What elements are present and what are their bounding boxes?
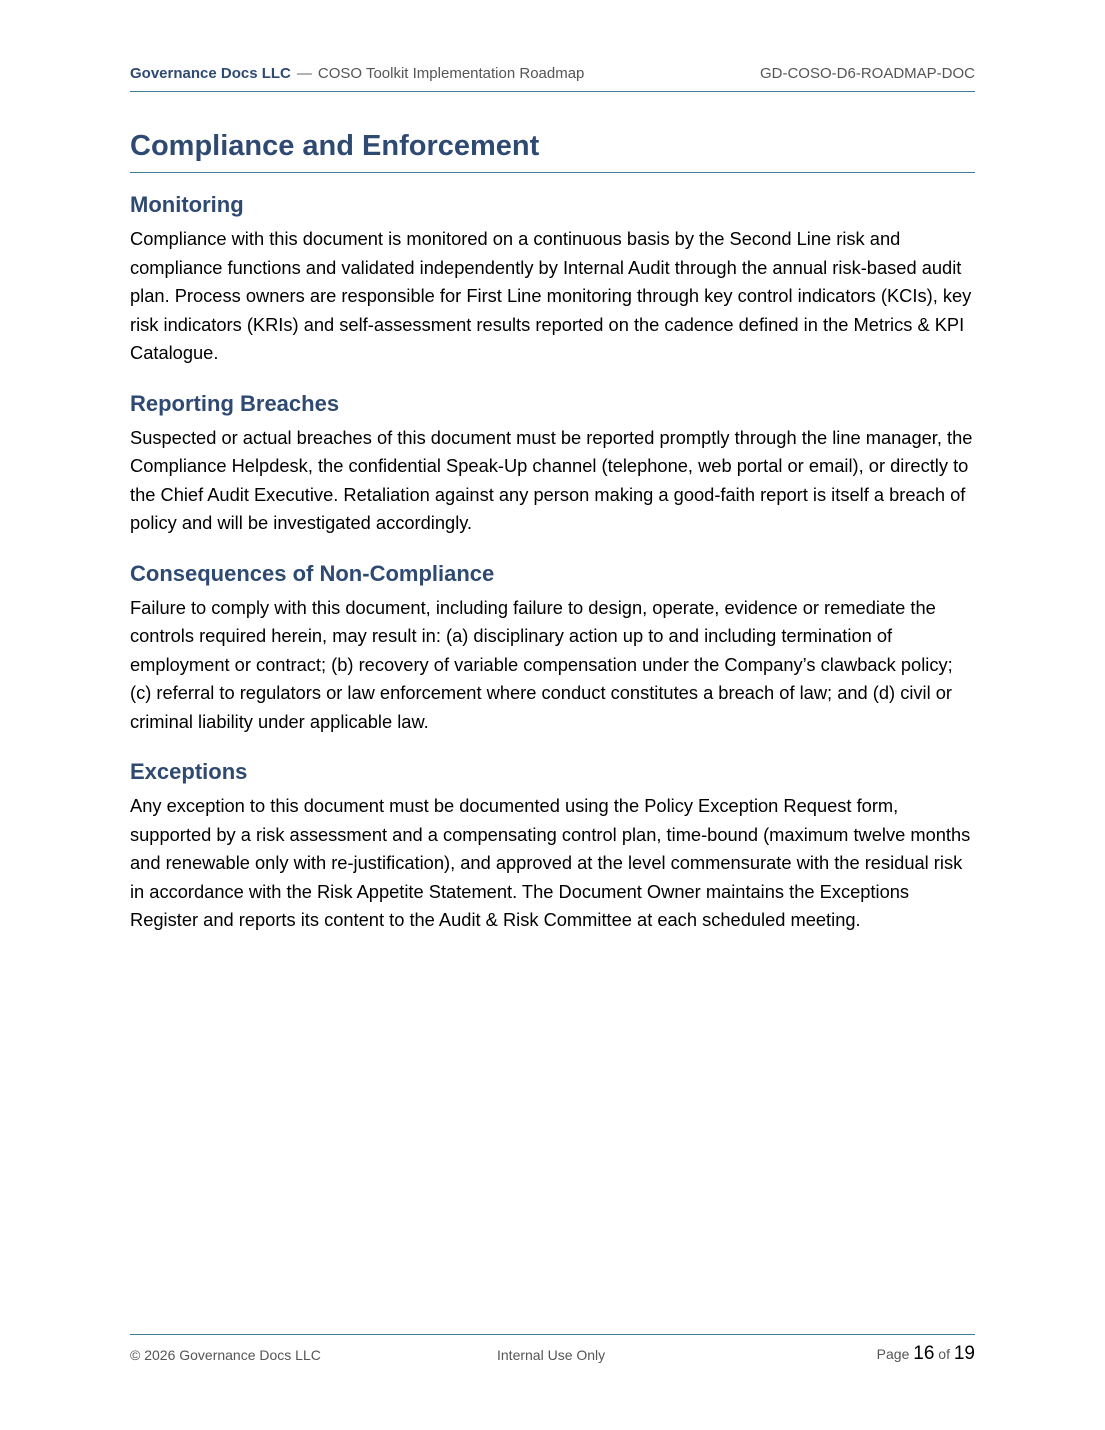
section-heading: Exceptions [130, 759, 248, 784]
page-total: 19 [953, 1343, 975, 1364]
section-reporting-breaches [130, 389, 975, 538]
page-current: 16 [913, 1343, 935, 1364]
page-label: Page [876, 1346, 910, 1362]
header-document-code: GD-COSO-D6-ROADMAP-DOC [759, 65, 975, 82]
page-header [130, 63, 975, 92]
section-heading: Monitoring [130, 192, 244, 217]
header-left [130, 65, 584, 82]
page-title: Compliance and Enforcement [130, 128, 975, 173]
section-body: Failure to comply with this document, including failure to design, operate, evidence or remediate the controls required herein, may result in: (a) disciplinary action up to and including termination of employment or contract; (b) recovery of variable compensation under the Company’s clawback policy; (c) referral to regulators or law enforcement where conduct constitutes a breach of law; and (d) civil or criminal liability under applicable law. [130, 596, 953, 732]
section-heading: Reporting Breaches [130, 390, 340, 416]
page-number [877, 1343, 975, 1365]
section-monitoring [130, 190, 975, 368]
section-consequences [130, 559, 975, 737]
header-company-name: Governance Docs LLC [130, 65, 291, 82]
header-separator: — [296, 65, 312, 82]
document-page [130, 0, 975, 1430]
page-of-label: of [938, 1346, 950, 1362]
footer-copyright: © 2026 Governance Docs LLC [130, 1347, 321, 1363]
section-body: Compliance with this document is monitored on a continuous basis by the Second Line risk and compliance functions and validated independently by Internal Audit through the annual risk-based audit plan. Process owners are responsible for First Line monitoring through key control indicators (KCIs), key risk indicators (KRIs) and self-assessment results reported on the cadence defined in the Metrics & KPI Catalogue. [130, 228, 972, 363]
section-body: Any exception to this document must be documented using the Policy Exception Request form, supported by a risk assessment and a compensating control plan, time-bound (maximum twelve months and renewable only with re-justification), and approved at the level commensurate with the residual risk in accordance with the Risk Appetite Statement. The Document Owner maintains the Exceptions Register and reports its content to the Audit & Risk Committee at each scheduled meeting. [130, 795, 971, 930]
section-heading: Consequences of Non-Compliance [130, 560, 495, 586]
footer-classification: Internal Use Only [497, 1347, 606, 1363]
section-body: Suspected or actual breaches of this document must be reported promptly through the line manager, the Compliance Helpdesk, the confidential Speak-Up channel (telephone, web portal or email), or directly to the Chief Audit Executive. Retaliation against any person making a good-faith report is itself a breach of policy and will be investigated accordingly. [130, 426, 973, 533]
page-content [130, 190, 975, 935]
page-footer [130, 1334, 975, 1375]
section-exceptions [130, 757, 975, 935]
header-document-title: COSO Toolkit Implementation Roadmap [317, 65, 585, 82]
